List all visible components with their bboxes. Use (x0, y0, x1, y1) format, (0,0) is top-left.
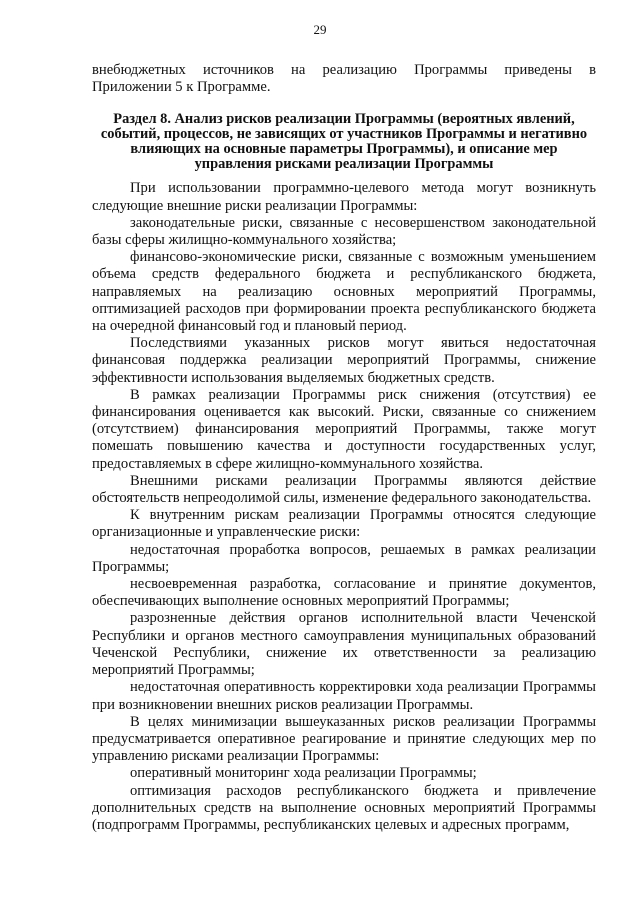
paragraph: недостаточная оперативность корректировки хода реализации Программы при возникновении внешних рисков реализации Программы. (92, 679, 596, 713)
paragraph: В рамках реализации Программы риск снижения (отсутствия) ее финансирования оценивается как высокий. Риски, связанные со снижением (отсутствием) финансирования мероприятий Программы, также могут помешать повышению качества и доступности государственных услуг, предоставляемых в сфере жилищно-коммунального хозяйства. (92, 386, 596, 472)
paragraph: Последствиями указанных рисков могут явиться недостаточная финансовая поддержка реализации мероприятий Программы, снижение эффективности использования выделяемых бюджетных средств. (92, 335, 596, 386)
paragraph: финансово-экономические риски, связанные с возможным уменьшением объема средств федерального бюджета и республиканского бюджета, направляемых на реализацию основных мероприятий Программы, оптимизацией расходов при формировании проекта республиканского бюджета на очередной финансовый год и плановый период. (92, 249, 596, 335)
page-number: 29 (313, 22, 327, 37)
paragraph: недостаточная проработка вопросов, решаемых в рамках реализации Программы; (92, 541, 596, 575)
paragraph: оптимизация расходов республиканского бюджета и привлечение дополнительных средств на выполнение основных мероприятий Программы (подпрограмм Программы, республиканских целевых и адресных программ, (92, 782, 596, 833)
paragraph: оперативный мониторинг хода реализации Программы; (130, 765, 477, 782)
paragraph: разрозненные действия органов исполнительной власти Чеченской Республики и органов местного самоуправления муниципальных образований Чеченской Республики, снижение их ответственности за реализацию мероприятий Программы; (92, 610, 596, 679)
paragraph: В целях минимизации вышеуказанных рисков реализации Программы предусматривается оперативное реагирование и принятие следующих мер по управлению рисками реализации Программы: (92, 713, 596, 765)
paragraph: При использовании программно-целевого метода могут возникнуть следующие внешние риски реализации Программы: (92, 180, 596, 214)
paragraph: законодательные риски, связанные с несовершенством законодательной базы сферы жилищно-коммунального хозяйства; (92, 214, 596, 249)
paragraph: К внутренним рискам реализации Программы относятся следующие организационные и управленческие риски: (92, 507, 596, 541)
page-content (92, 62, 596, 834)
paragraph: несвоевременная разработка, согласование и принятие документов, обеспечивающих выполнение основных мероприятий Программы; (92, 576, 596, 610)
paragraph: Внешними рисками реализации Программы являются действие обстоятельств непреодолимой силы, изменение федерального законодательства. (92, 472, 596, 507)
section-heading: Раздел 8. Анализ рисков реализации Программы (вероятных явлений, событий, процессов, не зависящих от участников Программы и негативно влияющих на основные параметры Программы), и описание мер управления рисками реализации Программы (100, 111, 588, 173)
intro-paragraph: внебюджетных источников на реализацию Программы приведены в Приложении 5 к Программе. (92, 62, 596, 96)
